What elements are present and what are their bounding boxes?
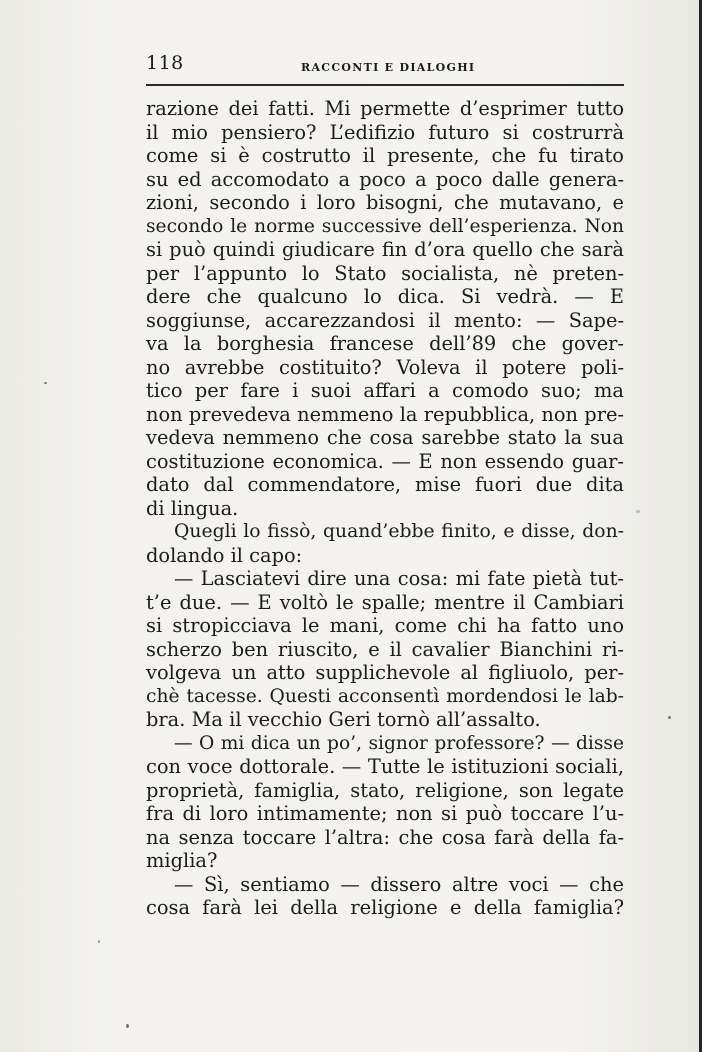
text-line: — Lasciatevi dire una cosa: mi fate pietà tut-	[174, 567, 624, 590]
text-line: costituzione economica. — E non essendo guar-	[146, 449, 624, 473]
text-line: t’e due. — E voltò le spalle; mentre il Cambiari	[146, 590, 624, 614]
text-line: su ed accomodato a poco a poco dalle genera-	[146, 167, 624, 191]
text-line: soggiunse, accarezzandosi il mento: — Sape-	[146, 308, 624, 332]
text-line: dolando il capo:	[146, 543, 303, 567]
page-number: 118	[146, 52, 184, 74]
text-line: scherzo ben riuscito, e il cavalier Bianchini ri-	[146, 637, 624, 661]
text-line: — Sì, sentiamo — dissero altre voci — che	[174, 872, 624, 896]
running-title: RACCONTI E DIALOGHI	[301, 61, 476, 74]
body-text	[146, 97, 624, 920]
text-line: di lingua.	[146, 496, 239, 520]
text-line: dato dal commendatore, mise fuori due dita	[146, 473, 624, 496]
text-line: bra. Ma il vecchio Geri tornò all’assalto.	[146, 708, 541, 731]
text-line: proprietà, famiglia, stato, religione, son legate	[146, 778, 624, 802]
text-line: il mio pensiero? L’edifizio futuro si costrurrà	[146, 120, 624, 144]
text-line: — O mi dica un po’, signor professore? — disse	[174, 732, 624, 754]
text-line: miglia?	[146, 849, 218, 872]
paper-speck	[98, 940, 100, 943]
text-line: fra di loro intimamente; non si può toccare l’u-	[146, 802, 624, 825]
paper-speck	[44, 382, 47, 384]
page-header	[146, 52, 624, 78]
text-line: volgeva un atto supplichevole al figliuolo, per-	[146, 661, 624, 684]
text-line: dere che qualcuno lo dica. Si vedrà. — E	[146, 285, 624, 308]
header-rule	[146, 84, 624, 86]
text-line: no avrebbe costituito? Voleva il potere poli-	[146, 355, 624, 379]
text-line: va la borghesia francese dell’89 che gover-	[146, 332, 624, 355]
text-line: zioni, secondo i loro bisogni, che mutavano, e	[146, 191, 624, 214]
paper-speck	[668, 716, 671, 719]
text-line: cosa farà lei della religione e della famiglia?	[146, 896, 624, 919]
text-line: per l’appunto lo Stato socialista, nè preten-	[146, 261, 624, 285]
text-line: si può quindi giudicare fin d’ora quello che sarà	[146, 238, 624, 261]
text-line: si stropicciava le mani, come chi ha fatto uno	[146, 614, 624, 637]
text-line: na senza toccare l’altra: che cosa farà della fa-	[146, 825, 624, 849]
paper-speck	[636, 510, 640, 513]
text-line: chè tacesse. Questi acconsentì mordendosi le lab-	[146, 685, 624, 707]
text-line: vedeva nemmeno che cosa sarebbe stato la sua	[146, 426, 624, 449]
text-line: tico per fare i suoi affari a comodo suo; ma	[146, 379, 624, 402]
text-line: secondo le norme successive dell’esperienza. Non	[146, 215, 624, 237]
text-line: con voce dottorale. — Tutte le istituzioni sociali,	[146, 755, 624, 778]
text-line: non prevedeva nemmeno la repubblica, non pre-	[146, 402, 624, 426]
text-line: come si è costrutto il presente, che fu tirato	[146, 144, 624, 167]
paper-speck	[126, 1024, 129, 1028]
text-line: razione dei fatti. Mi permette d’esprimer tutto	[146, 97, 624, 120]
text-line: Quegli lo fissò, quand’ebbe finito, e disse, don-	[174, 521, 624, 542]
